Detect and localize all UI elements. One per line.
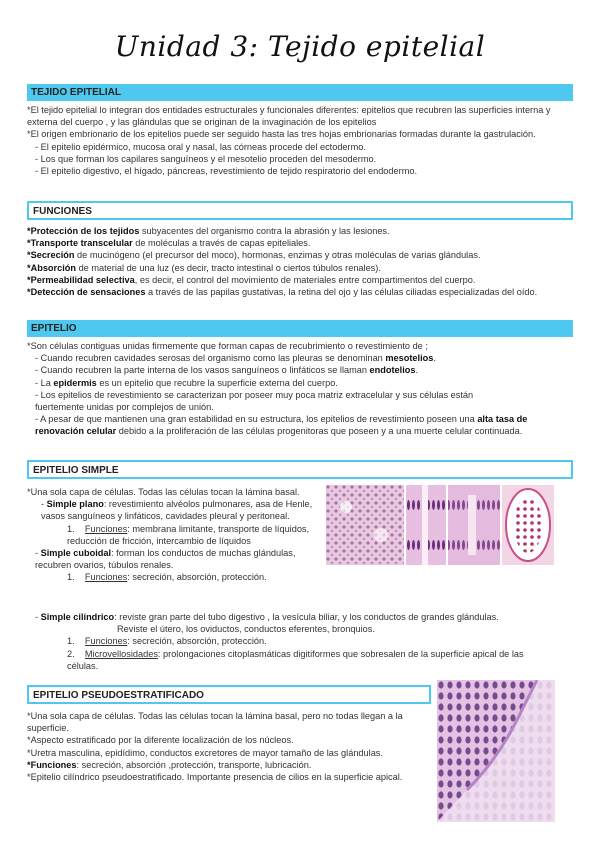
list-item: 2. Microvellosidades: prolongaciones citoplasmáticas digitiformes que sobresalen de la superficie apical de las células. [67, 648, 524, 671]
list-item: 1. Funciones: membrana limitante, transporte de líquidos, reducción de fricción, intercambio de líquidos [67, 523, 310, 546]
list-item: *Permeabilidad selectiva, es decir, el control del movimiento de materiales entre compartimentos del cuerpo. [27, 274, 476, 285]
paragraph: *Son células contiguas unidas firmemente que forman capas de recubrimiento o revestimiento de ; [27, 341, 428, 351]
paragraph: *El tejido epitelial lo integran dos entidades estructurales y funcionales diferentes: epitelios que recubren las superficies interna y externa del cuerpo , y las glándulas que se originan de la invaginación de los epitelios [27, 105, 551, 128]
list-item: *Transporte transcelular de moléculas a través de capas epiteliales. [27, 238, 311, 249]
list-item: *Protección de los tejidos subyacentes del organismo contra la abrasión y las lesiones. [27, 226, 390, 236]
list-item: - Cuando recubren cavidades serosas del organismo como las pleuras se denominan mesotelios. [35, 353, 436, 364]
list-item: - La epidermis es un epitelio que recubre la superficie externa del cuerpo. [35, 377, 338, 388]
list-item: - A pesar de que mantienen una gran estabilidad en su estructura, los epitelios de revestimiento poseen una alta tasa de renovación celular debido a la proliferación de las células progenitoras que poseen y a una muerte celular continuada. [35, 414, 528, 437]
paragraph: *Funciones: secreción, absorción ,protección, transporte, lubricación. [27, 759, 312, 770]
paragraph: *Epitelio cilíndrico pseudoestratificado. Importante presencia de cilios en la superficie apical. [27, 772, 403, 783]
section-header-epitelio: EPITELIO [27, 320, 573, 337]
list-item: - Simple plano: revestimiento alvéolos pulmonares, asa de Henle, vasos sanguíneos y linfáticos, cavidades pleural y peritoneal. [41, 499, 313, 522]
list-item: - Simple cilíndrico: reviste gran parte del tubo digestivo , la vesícula biliar, y los conductos de grandes glándulas. [35, 612, 499, 622]
pseudostratified-micrograph [437, 680, 555, 822]
list-item: - El epitelio digestivo, el hígado, páncreas, revestimiento de tejido respiratorio del endodermo. [35, 166, 418, 177]
list-item: - Los que forman los capilares sanguíneos y el mesotelio proceden del mesodermo. [35, 153, 377, 164]
list-item: - Cuando recubren la parte interna de los vasos sanguíneos o linfáticos se llaman endotelios. [35, 365, 419, 376]
list-item: *Absorción de material de una luz (es decir, tracto intestinal o ciertos túbulos renales). [27, 262, 381, 273]
section-body-funciones [27, 225, 575, 298]
list-item: *Secreción de mucinógeno (el precursor del moco), hormonas, enzimas y otras moléculas de varias glándulas. [27, 250, 481, 261]
section-body-epitelio-pseudoestratificado [27, 710, 431, 783]
section-header-tejido-epitelial: TEJIDO EPITELIAL [27, 84, 573, 101]
page-title: Unidad 3: Tejido epitelial [114, 30, 486, 63]
section-body-epitelio-simple-2 [27, 611, 557, 672]
paragraph: *Uretra masculina, epidídimo, conductos excretores de mayor tamaño de las glándulas. [27, 747, 383, 758]
paragraph: *Una sola capa de células. Todas las células tocan la lámina basal. [27, 487, 300, 497]
list-item: - Los epitelios de revestimiento se caracterizan por poseer muy poca matriz extracelular y sus células están fuertemente unidas por complejos de unión. [35, 389, 474, 413]
list-item: 1. Funciones: secreción, absorción, protección. [67, 572, 267, 583]
section-body-epitelio [27, 340, 575, 438]
list-item: - Simple cuboidal: forman los conductos de muchas glándulas, recubren ovarios, túbulos renales. [35, 548, 296, 571]
list-item: *Detección de sensaciones a través de las papilas gustativas, la retina del ojo y las células ciliadas especializadas del oído. [27, 287, 538, 298]
section-body-epitelio-simple [27, 486, 319, 584]
paragraph: *Una sola capa de células. Todas las células tocan la lámina basal, pero no todas llegan a la superficie. [27, 711, 403, 734]
section-header-funciones: FUNCIONES [27, 201, 573, 220]
paragraph: *Aspecto estratificado por la diferente localización de los núcleos. [27, 735, 294, 746]
section-header-epitelio-pseudoestratificado: EPITELIO PSEUDOESTRATIFICADO [27, 685, 431, 704]
list-item: Reviste el útero, los oviductos, conductos eferentes, bronquios. [117, 624, 375, 635]
list-item: - El epitelio epidérmico, mucosa oral y nasal, las córneas procede del ectodermo. [35, 141, 366, 152]
simple-epithelium-micrographs [326, 485, 554, 565]
section-body-tejido-epitelial [27, 104, 575, 177]
list-item: 1. Funciones: secreción, absorción, protección. [67, 636, 267, 647]
section-header-epitelio-simple: EPITELIO SIMPLE [27, 460, 573, 479]
paragraph: *El origen embrionario de los epitelios puede ser seguido hasta las tres hojas embrionarias formadas durante la gastrulación. [27, 129, 536, 140]
